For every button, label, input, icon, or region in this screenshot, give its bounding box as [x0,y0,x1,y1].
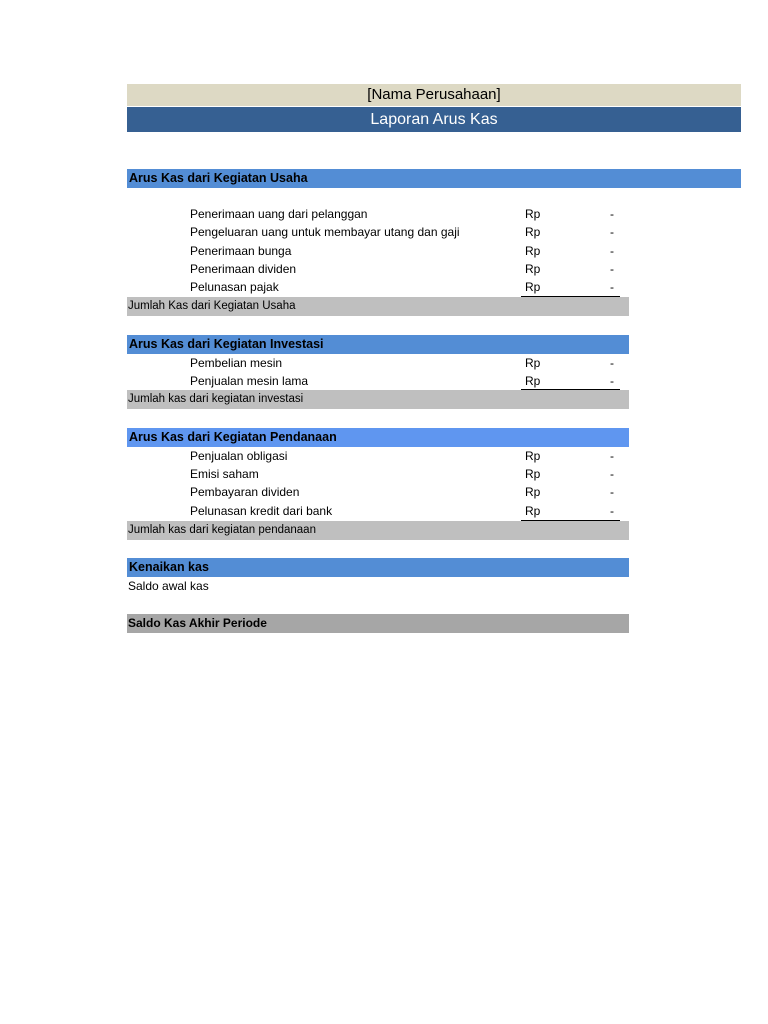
currency-label: Rp [525,225,541,239]
line-item-value: - [610,467,614,481]
line-item-label: Pembelian mesin [190,356,283,370]
report-title: Laporan Arus Kas [127,107,741,132]
currency-label: Rp [525,207,541,221]
section-total-operating: Jumlah Kas dari Kegiatan Usaha [127,297,629,316]
section-total-financing: Jumlah kas dari kegiatan pendanaan [127,521,629,540]
currency-label: Rp [525,449,541,463]
line-item-label: Pelunasan pajak [190,280,279,294]
line-item-label: Pengeluaran uang untuk membayar utang dan gaji [190,225,460,239]
currency-label: Rp [525,244,541,258]
section-total-investing: Jumlah kas dari kegiatan investasi [127,390,629,409]
closing-balance-label: Saldo Kas Akhir Periode [127,614,629,633]
line-item-value: - [610,485,614,499]
line-item-label: Pelunasan kredit dari bank [190,504,333,518]
line-item-value: - [610,207,614,221]
line-item-value: - [610,244,614,258]
company-name: [Nama Perusahaan] [127,84,741,106]
line-item-value: - [610,449,614,463]
line-item-value: - [610,356,614,370]
section-heading-financing: Arus Kas dari Kegiatan Pendanaan [127,428,629,447]
line-item-label: Pembayaran dividen [190,485,300,499]
line-item-label: Emisi saham [190,467,259,481]
cash-increase-heading: Kenaikan kas [127,558,629,577]
currency-label: Rp [525,356,541,370]
currency-label: Rp [525,485,541,499]
line-item-value: - [610,280,614,294]
opening-balance-label: Saldo awal kas [128,579,209,593]
line-item-label: Penjualan obligasi [190,449,288,463]
currency-label: Rp [525,280,541,294]
line-item-label: Penerimaan bunga [190,244,292,258]
line-item-value: - [610,504,614,518]
currency-label: Rp [525,467,541,481]
section-heading-investing: Arus Kas dari Kegiatan Investasi [127,335,629,354]
line-item-value: - [610,374,614,388]
currency-label: Rp [525,374,541,388]
line-item-label: Penerimaan uang dari pelanggan [190,207,368,221]
line-item-label: Penjualan mesin lama [190,374,309,388]
currency-label: Rp [525,504,541,518]
line-item-label: Penerimaan dividen [190,262,297,276]
currency-label: Rp [525,262,541,276]
line-item-value: - [610,225,614,239]
line-item-value: - [610,262,614,276]
section-heading-operating: Arus Kas dari Kegiatan Usaha [127,169,741,188]
